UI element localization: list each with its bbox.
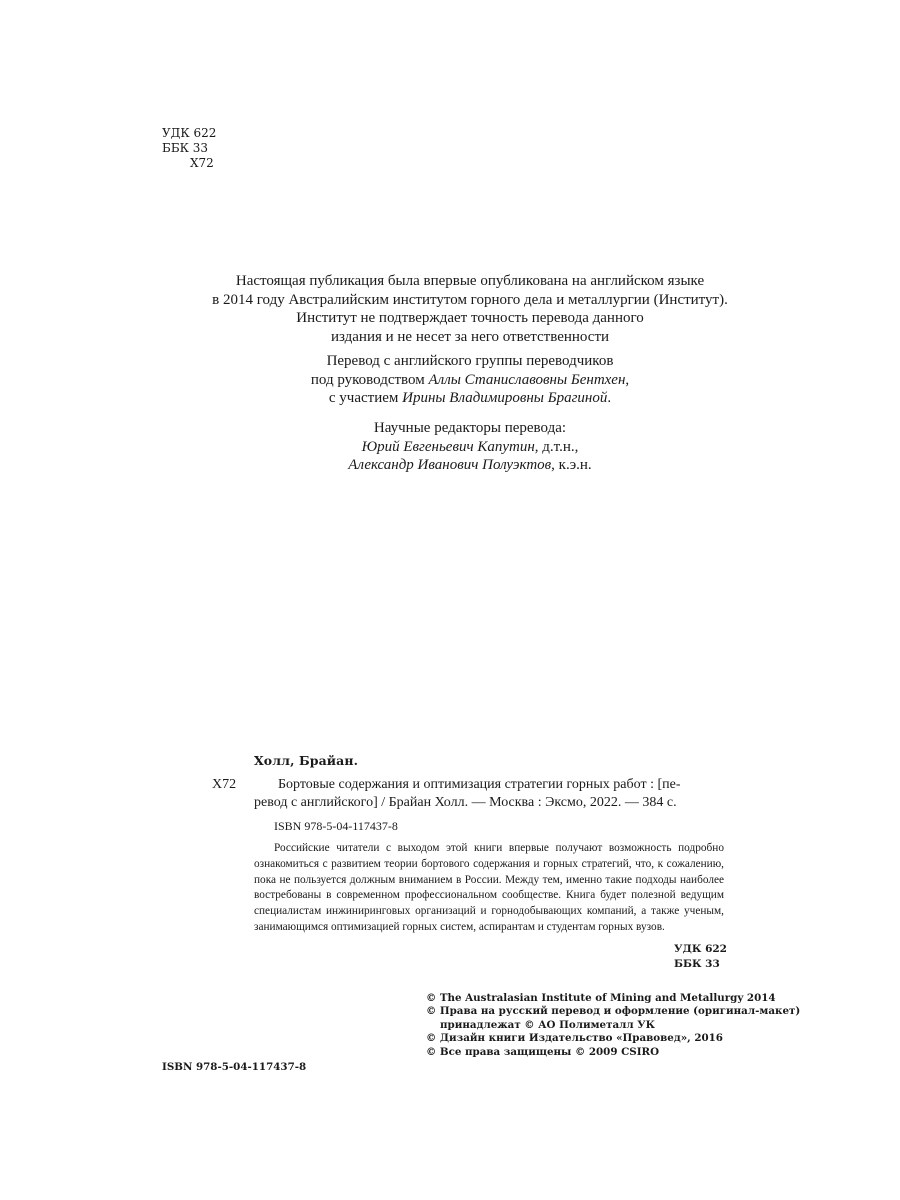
bib-annotation: Российские читатели с выходом этой книги впервые получают возможность подробно ознакомиться с развитием теории бортового содержания и горных стратегий, что, к сожалению, пока не пользуется должным вниманием в России. Между тем, именно такие подходы наиболее востребованы в современном профессиональном сообществе. Книга будет полезной ведущим специалистам инжиниринговых организаций и горнодобывающих компаний, а также ученым, занимающимся оптимизацией горных систем, аспирантам и студентам горных вузов. [254,842,724,933]
translation-prefix: с участием [328,390,403,406]
editor-name: Александр Иванович Полуэктов [348,457,552,473]
bib-title [254,776,724,812]
translation-line: Перевод с английского группы переводчиков [326,353,614,369]
bib-title-line: ревод с английского] / Брайан Холл. — Москва : Эксмо, 2022. — 384 с. [254,795,677,810]
editor-line [150,456,790,475]
copyright-block [426,992,806,1059]
editor-degree: , к.э.н. [551,457,592,473]
udk-code: УДК 622 [162,126,217,140]
editors-heading: Научные редакторы перевода: [373,420,567,436]
bib-udk: УДК 622 [674,943,727,955]
copyright-line: © The Australasian Institute of Mining and Metallurgy 2014 [426,992,776,1004]
notice-line: Институт не подтверждает точность перевода данного [296,310,644,326]
scientific-editors [150,419,790,475]
translation-prefix: под руководством [310,371,429,388]
bib-author: Холл, Брайан. [254,753,359,768]
translation-line [150,389,790,408]
translation-credits [150,352,790,408]
publication-notice [150,272,790,346]
classification-codes [162,126,216,171]
notice-line: издания и не несет за него ответственности [330,328,610,345]
copyright-line: © Права на русский перевод и оформление (оригинал-макет) принадлежат © АО Полиметалл УК [426,1005,801,1031]
author-mark: Х72 [190,156,214,170]
punctuation: . [607,390,612,406]
editor-line [150,438,790,457]
translation-line [150,371,790,390]
punctuation: , [625,371,630,388]
bib-bbk: ББК 33 [674,958,720,970]
editor-name: Юрий Евгеньевич Капутин [361,438,535,455]
translator-lead-name: Аллы Станиславовны Бентхен [428,371,626,388]
copyright-line: © Дизайн книги Издательство «Правовед», 2016 [426,1032,723,1045]
editor-degree: , д.т.н., [534,438,579,455]
bib-author-mark: Х72 [212,777,237,792]
translator-assistant-name: Ирины Владимировны Брагиной [402,390,608,406]
bib-isbn: ISBN 978-5-04-117437-8 [274,819,398,833]
bib-udk-block [674,942,727,972]
notice-line: в 2014 году Австралийским институтом горного дела и металлургии (Институт). [212,291,728,308]
bbk-code: ББК 33 [162,141,209,155]
notice-line: Настоящая публикация была впервые опубликована на английском языке [235,273,705,289]
isbn-bottom: ISBN 978-5-04-117437-8 [162,1061,307,1073]
copyright-line: © Все права защищены © 2009 CSIRO [426,1045,660,1058]
bib-title-line: Бортовые содержания и оптимизация стратегии горных работ : [пе- [278,777,681,792]
